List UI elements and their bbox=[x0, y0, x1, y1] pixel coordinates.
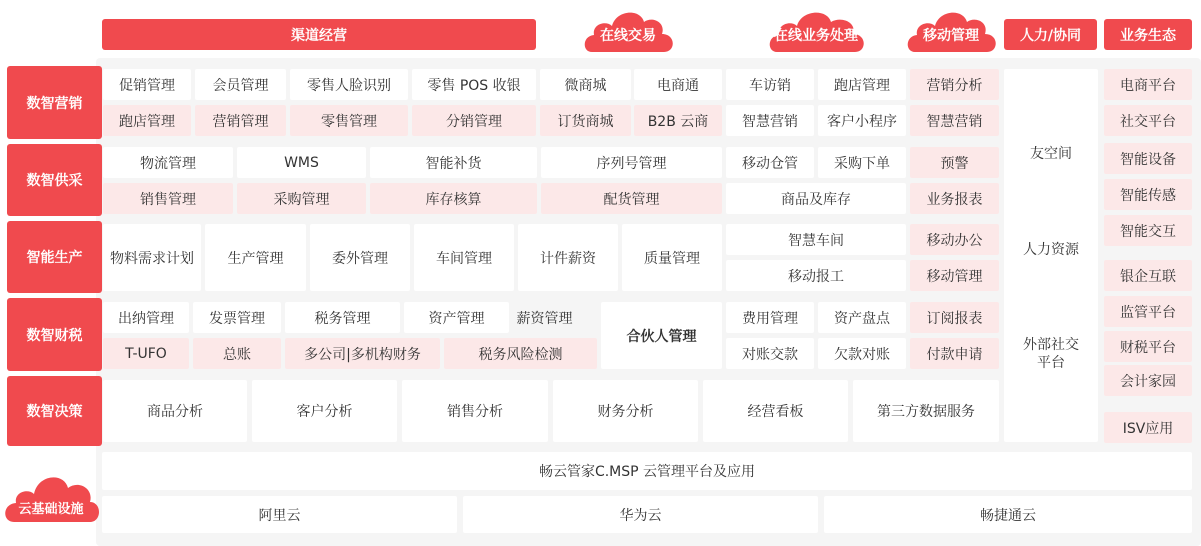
cell-retail-pos: 零售 POS 收银 bbox=[412, 69, 536, 100]
eco-ecommerce: 电商平台 bbox=[1104, 69, 1192, 100]
cell-aliyun: 阿里云 bbox=[102, 496, 457, 533]
cell-third-party-data: 第三方数据服务 bbox=[853, 380, 999, 442]
cell-asset-mgmt: 资产管理 bbox=[404, 302, 509, 333]
cell-invoice-mgmt: 发票管理 bbox=[193, 302, 281, 333]
cell-reconcile-pay: 对账交款 bbox=[726, 338, 814, 369]
header-online-business: 在线业务处理 bbox=[774, 28, 858, 44]
row-label-supply: 数智供采 bbox=[7, 144, 102, 216]
cell-smart-replenish: 智能补货 bbox=[370, 147, 537, 178]
cell-chanjet-cloud: 畅捷通云 bbox=[824, 496, 1192, 533]
cell-ecom-link: 电商通 bbox=[634, 69, 722, 100]
cell-mobile-mgmt: 移动管理 bbox=[910, 260, 999, 291]
cell-external-social: 外部社交 平台 bbox=[1023, 337, 1079, 371]
cell-retail-face: 零售人脸识别 bbox=[290, 69, 408, 100]
cell-tax-risk: 税务风险检测 bbox=[444, 338, 597, 369]
row-label-production: 智能生产 bbox=[7, 221, 102, 293]
cell-cmsp-platform: 畅云管家C.MSP 云管理平台及应用 bbox=[102, 452, 1192, 490]
cell-debt-reconcile: 欠款对账 bbox=[818, 338, 906, 369]
cell-payment-request: 付款申请 bbox=[910, 338, 999, 369]
cell-sales-analysis: 销售分析 bbox=[402, 380, 548, 442]
cell-finance-analysis: 财务分析 bbox=[553, 380, 698, 442]
eco-accountant-home: 会计家园 bbox=[1104, 365, 1192, 396]
cell-quality-mgmt: 质量管理 bbox=[622, 224, 722, 291]
header-biz-ecosystem: 业务生态 bbox=[1104, 19, 1192, 50]
row-label-infra: 云基础设施 bbox=[18, 501, 84, 517]
cell-workshop-mgmt: 车间管理 bbox=[414, 224, 514, 291]
cell-piece-wage: 计件薪资 bbox=[518, 224, 618, 291]
cell-mobile-warehouse: 移动仓管 bbox=[726, 147, 814, 178]
cell-store-visit-2: 跑店管理 bbox=[103, 105, 191, 136]
cell-tax-mgmt: 税务管理 bbox=[285, 302, 400, 333]
cell-business-report: 业务报表 bbox=[910, 183, 999, 214]
cell-distribution-mgmt: 分销管理 bbox=[412, 105, 536, 136]
eco-smart-device: 智能设备 bbox=[1104, 143, 1192, 174]
row-label-marketing: 数智营销 bbox=[7, 66, 102, 139]
cell-hr: 人力资源 bbox=[1023, 242, 1079, 258]
cell-production-mgmt: 生产管理 bbox=[205, 224, 306, 291]
cell-tufo: T-UFO bbox=[103, 338, 189, 369]
cell-member-mgmt: 会员管理 bbox=[195, 69, 286, 100]
eco-bank-link: 银企互联 bbox=[1104, 260, 1192, 291]
cell-marketing-analysis: 营销分析 bbox=[910, 69, 999, 100]
header-channel: 渠道经营 bbox=[102, 19, 536, 50]
cell-promotion-mgmt: 促销管理 bbox=[103, 69, 191, 100]
cell-inventory-accounting: 库存核算 bbox=[370, 183, 537, 214]
cell-sales-mgmt: 销售管理 bbox=[103, 183, 233, 214]
cell-serial-mgmt: 序列号管理 bbox=[541, 147, 722, 178]
eco-isv-apps: ISV应用 bbox=[1104, 412, 1192, 443]
cell-cashier-mgmt: 出纳管理 bbox=[103, 302, 189, 333]
header-online-trade: 在线交易 bbox=[600, 28, 656, 44]
cell-b2b-cloud: B2B 云商 bbox=[634, 105, 722, 136]
cell-asset-count: 资产盘点 bbox=[818, 302, 906, 333]
cell-allocation-mgmt: 配货管理 bbox=[541, 183, 722, 214]
eco-smart-sensor: 智能传感 bbox=[1104, 179, 1192, 210]
header-mobile-mgmt: 移动管理 bbox=[923, 28, 979, 44]
cell-goods-inventory: 商品及库存 bbox=[726, 183, 906, 214]
cell-customer-miniapp: 客户小程序 bbox=[818, 105, 906, 136]
eco-finance-tax: 财税平台 bbox=[1104, 331, 1192, 362]
cell-customer-analysis: 客户分析 bbox=[252, 380, 397, 442]
cell-multi-company: 多公司|多机构财务 bbox=[285, 338, 440, 369]
cell-expense-mgmt: 费用管理 bbox=[726, 302, 814, 333]
cell-mobile-report: 移动报工 bbox=[726, 260, 906, 291]
cell-marketing-mgmt: 营销管理 bbox=[195, 105, 286, 136]
cell-mobile-office: 移动办公 bbox=[910, 224, 999, 255]
cell-purchase-order: 采购下单 bbox=[818, 147, 906, 178]
cell-partner-mgmt: 合伙人管理 bbox=[601, 302, 722, 369]
cell-smart-marketing-mobile: 智慧营销 bbox=[910, 105, 999, 136]
cell-wms: WMS bbox=[237, 147, 366, 178]
header-hr-collab: 人力/协同 bbox=[1004, 19, 1097, 50]
eco-regulatory: 监管平台 bbox=[1104, 296, 1192, 327]
cell-logistics-mgmt: 物流管理 bbox=[103, 147, 233, 178]
cell-outsourcing-mgmt: 委外管理 bbox=[310, 224, 410, 291]
cell-alert: 预警 bbox=[910, 147, 999, 178]
cell-van-sales: 车访销 bbox=[726, 69, 814, 100]
eco-smart-interaction: 智能交互 bbox=[1104, 215, 1192, 246]
cell-general-ledger: 总账 bbox=[193, 338, 281, 369]
cell-micro-mall: 微商城 bbox=[540, 69, 631, 100]
cell-huaweicloud: 华为云 bbox=[463, 496, 818, 533]
cell-mrp: 物料需求计划 bbox=[103, 224, 201, 291]
cell-store-visit: 跑店管理 bbox=[818, 69, 906, 100]
cell-order-mall: 订货商城 bbox=[540, 105, 631, 136]
cell-biz-dashboard: 经营看板 bbox=[703, 380, 848, 442]
cell-goods-analysis: 商品分析 bbox=[103, 380, 247, 442]
cell-smart-marketing: 智慧营销 bbox=[726, 105, 814, 136]
row-label-decision: 数智决策 bbox=[7, 376, 102, 446]
cell-purchase-mgmt: 采购管理 bbox=[237, 183, 366, 214]
cell-salary-mgmt: 薪资管理 bbox=[516, 310, 573, 327]
cell-smart-workshop: 智慧车间 bbox=[726, 224, 906, 255]
cell-retail-mgmt: 零售管理 bbox=[290, 105, 408, 136]
cell-subscribe-report: 订阅报表 bbox=[910, 302, 999, 333]
eco-social: 社交平台 bbox=[1104, 105, 1192, 136]
cell-you-space: 友空间 bbox=[1030, 146, 1072, 162]
row-label-finance: 数智财税 bbox=[7, 298, 102, 371]
